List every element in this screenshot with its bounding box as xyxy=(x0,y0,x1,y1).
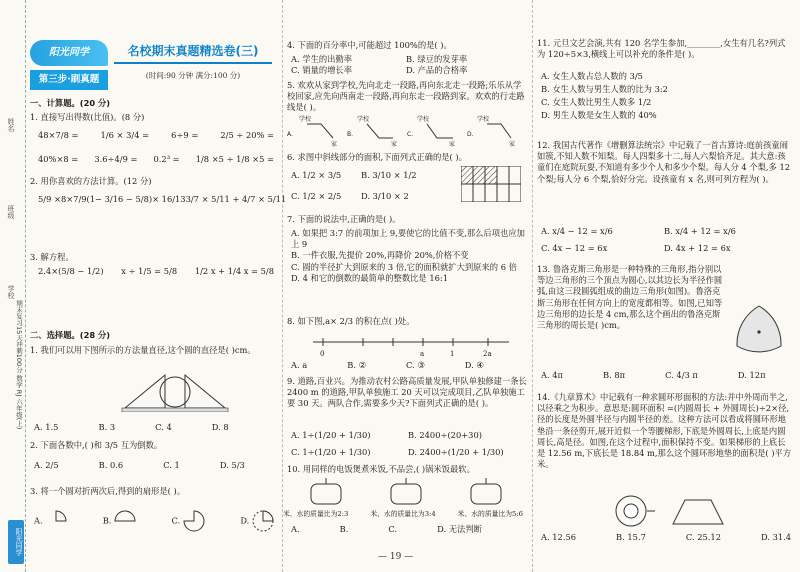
sector-icon xyxy=(252,510,274,532)
option[interactable]: D. 4x + 12 = 6x xyxy=(664,243,731,254)
question-12: 12. 我国古代著作《增删算法统宗》中记载了一首古算诗:庭前孩童闹如簇,不知人数不知梨。每人四梨多十二,每人六梨恰齐足。其大意:孩童们在庭院玩耍,不知道有多少个人和多少个梨。每人分 4 个梨,多 12 个梨;每人分 6 个梨,恰好分完。设孩童有 x 名,则可列方程为( )。 xyxy=(537,140,791,184)
page-title: 名校期末真题精选卷(三) xyxy=(114,42,272,64)
question-6: 6. 求图中斜线部分的面积,下面列式正确的是( )。 xyxy=(287,152,467,162)
q11-options xyxy=(541,70,791,121)
option[interactable]: B. 女生人数与男生人数的比为 3:2 xyxy=(541,83,668,94)
q6-options xyxy=(291,170,431,202)
calc-item: 0.2³ = xyxy=(153,154,180,164)
svg-text:C.: C. xyxy=(407,131,414,138)
option[interactable]: D. 2400÷(1/20 + 1/30) xyxy=(408,447,504,458)
calc-row-1 xyxy=(38,130,274,141)
option[interactable]: C. 4 xyxy=(155,422,172,432)
option[interactable]: C. 销量的增长率 xyxy=(291,65,353,76)
binding-margin xyxy=(0,0,26,572)
option[interactable]: C. xyxy=(172,510,205,532)
svg-text:家: 家 xyxy=(449,141,456,148)
option[interactable]: C. 4/3 π xyxy=(665,370,698,380)
option[interactable]: B. 2400÷(20+30) xyxy=(408,430,482,440)
option[interactable]: B. ② xyxy=(347,360,367,370)
sector-icon xyxy=(114,510,136,532)
sector-icon xyxy=(183,510,205,532)
calc-row-4 xyxy=(38,266,274,277)
svg-text:B.: B. xyxy=(347,131,354,138)
calc-item: 2/5 ÷ 20% = xyxy=(220,130,274,140)
sector-icon xyxy=(45,510,67,532)
question-1: 1. 我们可以用下图所示的方法量直径,这个圆的直径是( )cm。 xyxy=(30,345,256,355)
exam-meta: (时间:90 分钟 满分:100 分) xyxy=(145,71,241,80)
q10-options xyxy=(291,524,522,535)
svg-text:学校: 学校 xyxy=(417,116,430,123)
q9-options xyxy=(291,430,525,458)
option[interactable]: D. ④ xyxy=(464,360,484,370)
q10-captions xyxy=(283,510,523,519)
q12-options xyxy=(541,226,787,254)
option[interactable]: A. xyxy=(34,510,67,532)
question-10: 10. 用同样的电饭煲煮米饭,不品尝,( )锅米饭最软。 xyxy=(287,464,475,474)
axis-label: 2a xyxy=(483,350,492,358)
calc-item: x ÷ 1/5 = 5/8 xyxy=(121,266,178,276)
option[interactable]: B. xyxy=(103,510,136,532)
option[interactable]: D. 5/3 xyxy=(219,460,245,470)
option[interactable]: A. 女生人数占总人数的 3/5 xyxy=(541,71,643,81)
q13-options xyxy=(541,370,800,381)
calc-row-3 xyxy=(38,194,287,205)
route-options-figure xyxy=(287,112,527,150)
calc-item: 5/9 ×8×7/9 xyxy=(38,194,87,204)
label-school: 学校 xyxy=(299,116,312,123)
diameter-figure xyxy=(120,370,230,412)
q7-options xyxy=(291,228,525,284)
option[interactable]: C. 1/2 × 2/5 xyxy=(291,191,342,202)
calc-item: (1− 3/16 − 5/8)× 16/13 xyxy=(86,194,186,204)
option[interactable]: A. x/4 − 12 = x/6 xyxy=(541,226,613,236)
q14-options xyxy=(541,532,800,543)
svg-text:学校: 学校 xyxy=(477,116,490,123)
option[interactable]: C. 25.12 xyxy=(685,532,721,542)
calc-item: 2.4×(5/8 − 1/2) xyxy=(38,266,104,276)
option[interactable]: A. 1÷(1/20 + 1/30) xyxy=(291,430,371,440)
class-label: 班级 xyxy=(7,205,15,219)
option[interactable]: B. 15.7 xyxy=(616,532,646,542)
question-8: 8. 如下图,a× 2/3 的积在点( )处。 xyxy=(287,316,415,326)
option[interactable]: D. 4 和它的倒数的最简单的整数比是 16:1 xyxy=(291,272,448,283)
question-5: 5. 欢欢从家到学校,先向北走一段路,再向东北走一段路;乐乐从学校回家,应先向西南走一段路,再向东走一段路到家。欢欢的行走路线是( )。 xyxy=(287,80,525,113)
q3-options xyxy=(34,510,274,532)
option[interactable]: B. x/4 + 12 = x/6 xyxy=(664,226,736,236)
option[interactable]: A. 4π xyxy=(541,370,563,380)
caption: 米、水的质量比为2:3 xyxy=(283,510,349,518)
option[interactable]: A. 1.5 xyxy=(34,422,59,432)
option[interactable]: B. 3/10 × 1/2 xyxy=(361,170,417,180)
section1-q3: 3. 解方程。 xyxy=(30,252,74,262)
calc-item: 6÷9 = xyxy=(171,130,199,140)
calc-item: 3/7 × 5/11 + 4/7 × 5/11 xyxy=(185,194,287,204)
reuleaux-triangle-figure xyxy=(729,302,789,358)
option[interactable]: C. 圆的半径扩大到原来的 3 倍,它的面积就扩大到原来的 6 倍 xyxy=(291,261,517,272)
option[interactable]: A. a xyxy=(291,360,308,370)
svg-text:家: 家 xyxy=(391,141,398,148)
page-number: — 19 — xyxy=(378,552,414,562)
question-3: 3. 将一个圆对折两次后,得到的扇形是( )。 xyxy=(30,486,186,496)
option[interactable]: B. 3 xyxy=(98,422,116,432)
caption: 米、水的质量比为5:6 xyxy=(457,510,523,518)
svg-text:学校: 学校 xyxy=(357,116,370,123)
annulus-trapezoid-figure xyxy=(603,494,733,528)
option[interactable]: D. 男生人数是女生人数的 40% xyxy=(541,109,657,120)
calc-item: 1/2 x + 1/4 x = 5/8 xyxy=(194,266,274,276)
option[interactable]: C. xyxy=(388,524,398,534)
question-2: 2. 下面各数中,( )和 3/5 互为倒数。 xyxy=(30,440,163,450)
q8-options xyxy=(291,360,524,371)
q1-options xyxy=(34,422,269,433)
option[interactable]: D. 无法判断 xyxy=(437,524,482,534)
step-badge: 第三步·刷真题 xyxy=(30,70,108,90)
column-middle xyxy=(282,0,527,572)
spine-brand: 阳光同学 xyxy=(8,520,24,564)
axis-label: 0 xyxy=(320,350,325,358)
question-7: 7. 下面的说法中,正确的是( )。 xyxy=(287,214,401,224)
option[interactable]: A. 学生的出勤率 xyxy=(291,54,353,64)
column-right xyxy=(532,0,794,572)
option[interactable]: B. 0.6 xyxy=(98,460,124,470)
question-4: 4. 下面的百分率中,可能超过 100%的是( )。 xyxy=(287,40,452,50)
svg-text:D.: D. xyxy=(467,131,474,138)
q4-options xyxy=(291,54,521,76)
option[interactable]: C. 女生人数比男生人数多 1/2 xyxy=(541,96,652,107)
number-line-figure xyxy=(313,334,513,358)
option[interactable]: C. 1÷(1/20 + 1/30) xyxy=(291,447,371,458)
option[interactable]: A. xyxy=(291,524,300,534)
option[interactable]: C. ③ xyxy=(406,360,425,370)
calc-row-2 xyxy=(38,154,274,165)
option[interactable]: B. 一件衣服,先提价 20%,再降价 20%,价格不变 xyxy=(291,250,469,261)
question-14: 14.《九章算术》中记载有一种求圆环形面积的方法:并中外周而半之,以径乘之为积步。意思是:圆环面积 =(内圆周长 + 外圆周长)÷2×径,径的长度是外圆半径与内圆半径的差。这种方法可以看成将圆环形地垫沿一条径剪开,展开近似一个等腰梯形,下底是外圆周长,上底是内圆周长,高是径。如图,在这个过程中,面积保持不变。如果梯形的上底长是 12.56 m,下底长是 18.84 m,那么这个圆环形地垫的面积是( )平方米。 xyxy=(537,392,792,470)
option[interactable]: C. 1 xyxy=(163,460,180,470)
question-11: 11. 元旦文艺会演,共有 120 名学生参加,________,女生有几名?列式为 120÷5×3,横线上可以补充的条件是( )。 xyxy=(537,38,786,60)
option[interactable]: D. 12π xyxy=(737,370,766,380)
question-9: 9. 道路,百业兴。为推动农村公路高质量发展,甲队单独修建一条长 2400 m 的道路,甲队单独施工 20 天可以完成项目,乙队单独施工要 30 天。两队合作,需要多少天?下面列式正确的是( )。 xyxy=(287,376,527,409)
calc-item: 1/6 × 3/4 = xyxy=(100,130,150,140)
axis-label: a xyxy=(420,350,425,358)
spine-text: 期末复习15天冲刺100分 数学 RJ 六年级(上) xyxy=(15,300,23,430)
option[interactable]: A. 1/2 × 3/5 xyxy=(291,170,342,180)
option[interactable]: D. 3/10 × 2 xyxy=(361,191,409,202)
option[interactable]: B. 绿豆的发芽率 xyxy=(406,54,468,64)
name-label: 姓名 xyxy=(7,118,15,132)
calc-item: 1/8 ×5 ÷ 1/8 ×5 = xyxy=(195,154,274,164)
option[interactable]: A. 12.56 xyxy=(541,532,577,542)
option[interactable]: D. xyxy=(240,510,274,532)
brand-logo: 阳光同学 xyxy=(30,40,108,66)
option[interactable]: D. 8 xyxy=(211,422,229,432)
section1-q2: 2. 用你喜欢的方法计算。(12 分) xyxy=(30,176,152,186)
option[interactable]: A. 如果把 3:7 的前项加上 9,要使它的比值不变,那么后项也应加上 9 xyxy=(291,228,525,250)
section1-heading: 一、计算题。(20 分) xyxy=(30,98,111,108)
calc-item: 48×7/8 = xyxy=(38,130,79,140)
caption: 米、水的质量比为3:4 xyxy=(370,510,436,518)
option[interactable]: D. 产品的合格率 xyxy=(406,65,468,76)
rice-cooker-figure xyxy=(291,478,527,508)
option[interactable]: C. 4x − 12 = 6x xyxy=(541,243,608,254)
section1-q1: 1. 直接写出得数(比值)。(8 分) xyxy=(30,112,145,122)
svg-text:家: 家 xyxy=(509,141,516,148)
question-13: 13. 鲁洛克斯三角形是一种特殊的三角形,指分别以等边三角形的三个顶点为圆心,以其边长为半径作圆弧,由这三段圆弧组成的曲边三角形(如图)。鲁洛克斯三角形在任何方向上的宽度都相等。如图,已知等边三角形的边长是 4 cm,那么这个画出的鲁洛克斯三角形的周长是( )cm。 xyxy=(537,264,723,330)
school-label: 学校 xyxy=(7,285,15,299)
calc-item: 40%×8 = xyxy=(38,154,79,164)
option[interactable]: B. xyxy=(339,524,349,534)
option[interactable]: B. 8π xyxy=(603,370,626,380)
label-home: 家 xyxy=(331,141,338,148)
calc-item: 3.6÷4/9 = xyxy=(94,154,138,164)
column-left xyxy=(30,0,287,572)
shaded-grid-figure xyxy=(461,166,521,202)
q2-options xyxy=(34,460,285,471)
option[interactable]: D. 31.4 xyxy=(760,532,792,542)
svg-text:A.: A. xyxy=(287,131,293,138)
section2-heading: 二、选择题。(28 分) xyxy=(30,330,111,340)
option[interactable]: A. 2/5 xyxy=(34,460,59,470)
axis-label: 1 xyxy=(450,350,455,358)
